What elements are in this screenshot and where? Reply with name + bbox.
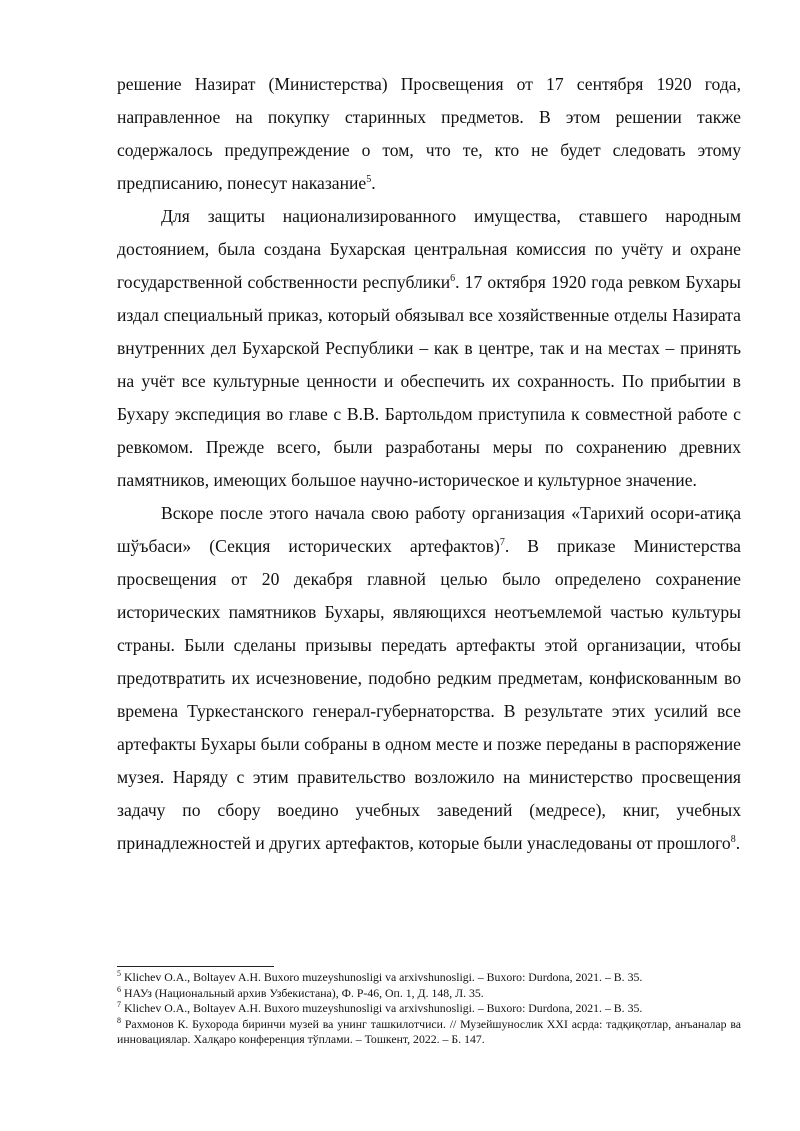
footnote-ref-7[interactable]: 7	[499, 537, 505, 549]
paragraph-3	[117, 497, 741, 860]
footnote-5	[117, 970, 741, 986]
paragraph-text: .	[735, 833, 741, 853]
footnote-text: Klichev O.A., Boltayev A.H. Buxoro muzeyshunosligi va arxivshunosligi. – Buxoro: Durdona, 2021. – B. 35.	[123, 1001, 643, 1016]
footnote-number: 6	[117, 984, 121, 994]
paragraph-text: . 17 октября 1920 года ревком Бухары издал специальный приказ, который обязывал все хозяйственные отделы Назирата внутренних дел Бухарской Республики – как в центре, так и на местах – принять на учёт все культурные ценности и обеспечить их сохранность. По прибытии в Бухару экспедиция во главе с В.В. Бартольдом приступила к совместной работе с ревкомом. Прежде всего, были разработаны меры по сохранению древних памятников, имеющих большое научно-историческое и культурное значение.	[117, 272, 741, 490]
footnote-7	[117, 1001, 741, 1017]
document-body	[117, 68, 741, 860]
footnote-ref-8[interactable]: 8	[730, 834, 736, 846]
footnote-number: 8	[117, 1015, 121, 1025]
paragraph-text: .	[371, 173, 376, 193]
paragraph-text: решение Назират (Министерства) Просвещения от 17 сентября 1920 года, направленное на покупку старинных предметов. В этом решении также содержалось предупреждение о том, что те, кто не будет следовать этому предписанию, понесут наказание	[117, 74, 741, 193]
footnote-6	[117, 986, 741, 1002]
footnote-ref-6[interactable]: 6	[450, 273, 456, 285]
footnote-8	[117, 1017, 741, 1048]
footnotes-section	[117, 966, 741, 1048]
paragraph-text: Вскоре после этого начала свою работу организация «Тарихий осори-атиқа шўъбаси» (Секция исторических артефактов)	[117, 503, 741, 556]
paragraph-text: Для защиты национализированного имущества, ставшего народным достоянием, была создана Бухарская центральная комиссия по учёту и охране государственной собственности республики	[117, 206, 741, 292]
paragraph-1	[117, 68, 741, 200]
footnote-text: НАУз (Национальный архив Узбекистана), Ф. Р-46, Оп. 1, Д. 148, Л. 35.	[123, 985, 484, 1000]
footnote-number: 7	[117, 1000, 121, 1010]
footnote-divider	[117, 966, 274, 967]
footnote-text: Рахмонов К. Бухорода биринчи музей ва унинг ташкилотчиси. // Музейшунослик XXI асрда: тадқиқотлар, анъаналар ва инновациялар. Халқаро конференция тўплами. – Тошкент, 2022. – Б. 147.	[117, 1016, 742, 1047]
footnote-number: 5	[117, 969, 121, 979]
footnote-text: Klichev O.A., Boltayev A.H. Buxoro muzeyshunosligi va arxivshunosligi. – Buxoro: Durdona, 2021. – B. 35.	[123, 970, 643, 984]
paragraph-2	[117, 200, 741, 497]
paragraph-text: . В приказе Министерства просвещения от 20 декабря главной целью было определено сохранение исторических памятников Бухары, являющихся неотъемлемой частью культуры страны. Были сделаны призывы передать артефакты этой организации, чтобы предотвратить их исчезновение, подобно редким предметам, конфискованным во времена Туркестанского генерал-губернаторства. В результате этих усилий все артефакты Бухары были собраны в одном месте и позже переданы в распоряжение музея. Наряду с этим правительство возложило на министерство просвещения задачу по сбору воедино учебных заведений (медресе), книг, учебных принадлежностей и других артефактов, которые были унаследованы от прошлого	[117, 536, 741, 853]
footnote-ref-5[interactable]: 5	[366, 174, 372, 186]
